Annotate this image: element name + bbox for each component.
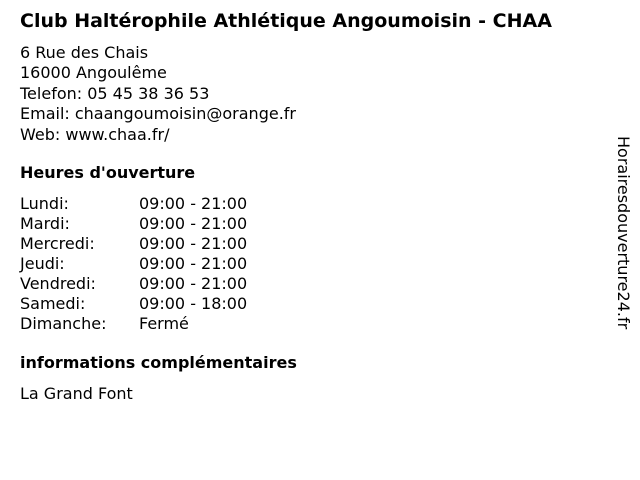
day-hours: 09:00 - 21:00 (139, 214, 248, 233)
site-watermark: Horairesdouverture24.fr (614, 136, 633, 330)
day-hours: 09:00 - 18:00 (139, 294, 248, 313)
day-hours: Fermé (139, 314, 189, 333)
opening-hours-list (20, 194, 280, 334)
hours-row-friday (20, 274, 280, 294)
day-label: Lundi: (20, 194, 69, 213)
email-address: Email: chaangoumoisin@orange.fr (20, 104, 296, 124)
day-hours: 09:00 - 21:00 (139, 254, 248, 273)
opening-hours-heading: Heures d'ouverture (20, 163, 196, 182)
day-label: Mercredi: (20, 234, 95, 253)
day-label: Vendredi: (20, 274, 96, 293)
hours-row-wednesday (20, 234, 280, 254)
hours-row-thursday (20, 254, 280, 274)
street-address: 6 Rue des Chais (20, 43, 149, 62)
phone-number: Telefon: 05 45 38 36 53 (20, 83, 210, 103)
hours-row-tuesday (20, 214, 280, 234)
hours-row-sunday (20, 314, 280, 334)
day-hours: 09:00 - 21:00 (139, 234, 248, 253)
additional-info-heading: informations complémentaires (20, 353, 297, 372)
day-hours: 09:00 - 21:00 (139, 274, 248, 293)
day-label: Jeudi: (20, 254, 65, 273)
day-label: Mardi: (20, 214, 70, 233)
day-hours: 09:00 - 21:00 (139, 194, 248, 213)
watermark-container (612, 136, 634, 372)
page-title: Club Haltérophile Athlétique Angoumoisin - CHAA (20, 10, 552, 32)
additional-info-text: La Grand Font (20, 384, 133, 403)
hours-row-saturday (20, 294, 280, 314)
day-label: Samedi: (20, 294, 86, 313)
day-label: Dimanche: (20, 314, 107, 333)
hours-row-monday (20, 194, 280, 214)
website-address: Web: www.chaa.fr/ (20, 124, 170, 144)
address-block (20, 43, 296, 145)
city-postcode: 16000 Angoulême (20, 63, 167, 83)
